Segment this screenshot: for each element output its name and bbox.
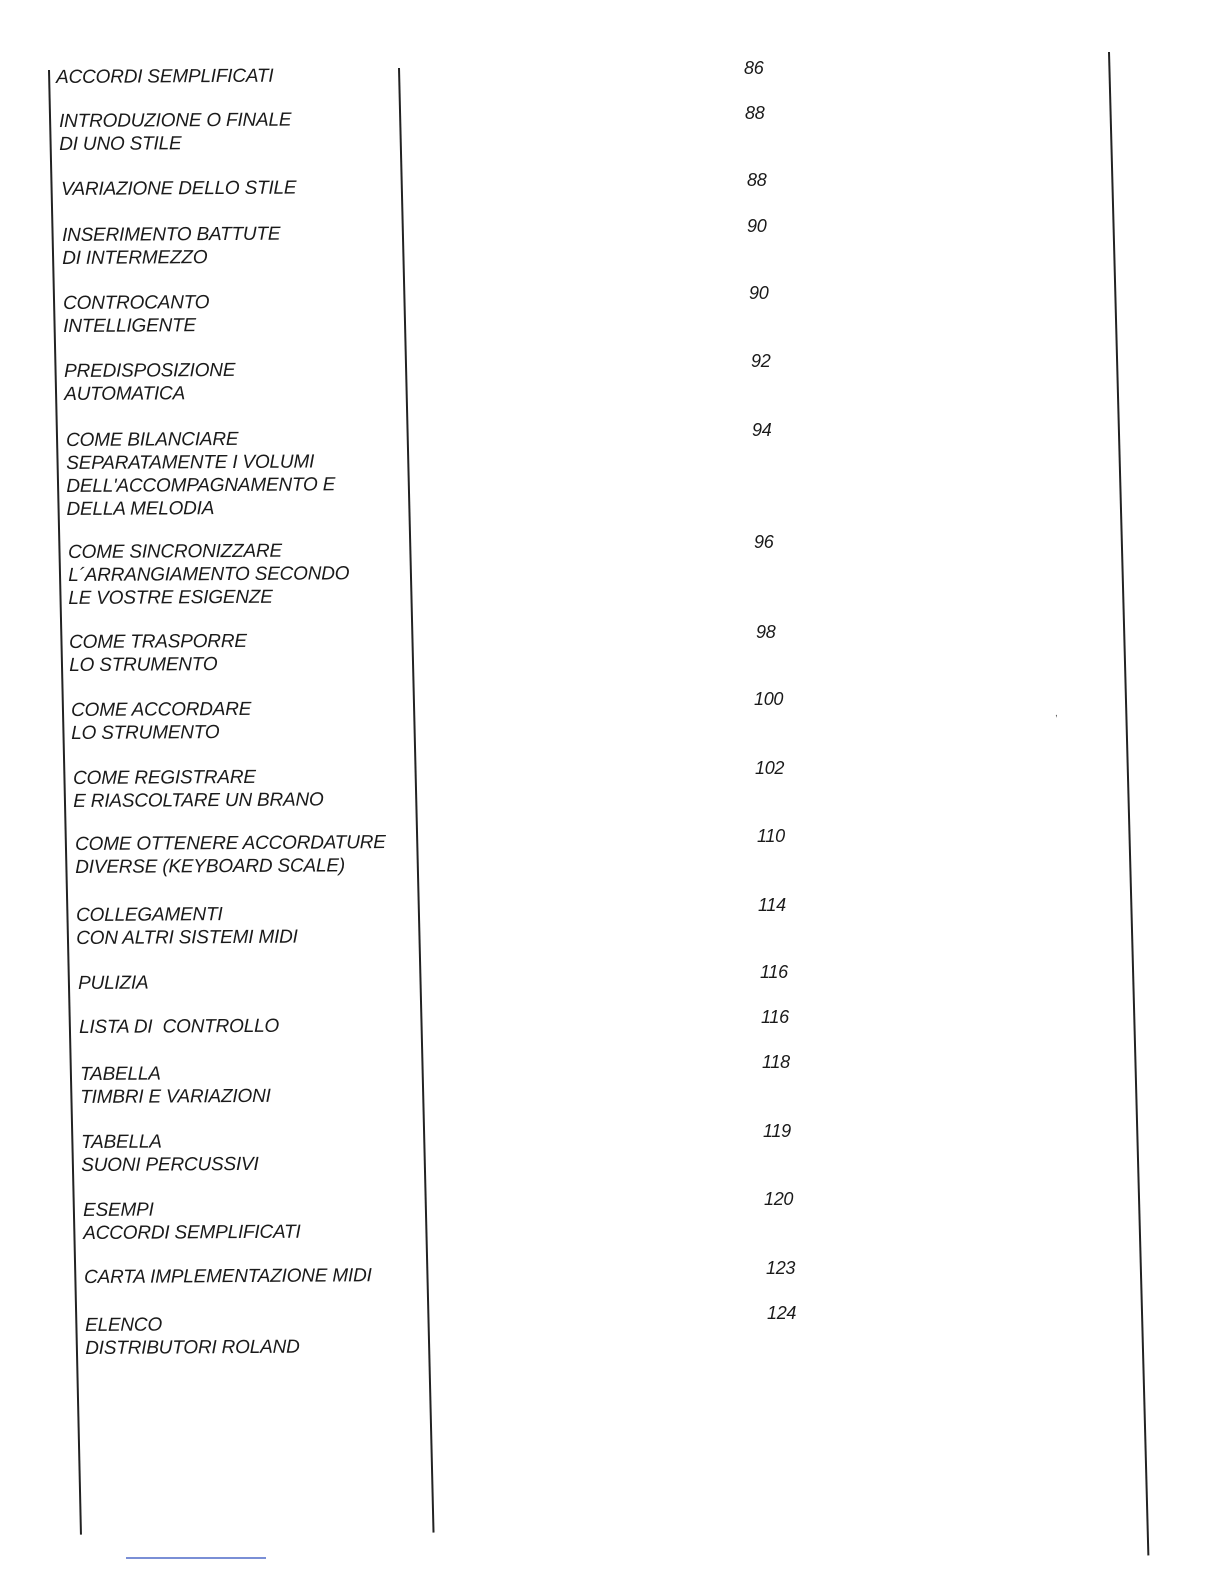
- toc-entry-title: [75, 831, 386, 879]
- toc-entry-title: [71, 698, 251, 745]
- toc-entry-title-line: LISTA DI CONTROLLO: [79, 1015, 280, 1038]
- toc-entry-title: [78, 972, 149, 995]
- toc-entry-page-number: 88: [747, 170, 767, 190]
- middle-column-rule: [398, 68, 434, 1533]
- toc-entry-title: [62, 223, 281, 270]
- toc-entry-title-line: SEPARATAMENTE I VOLUMI: [66, 451, 315, 474]
- toc-entry-page-number: 124: [767, 1303, 797, 1323]
- toc-entry-title-line: L´ARRANGIAMENTO SECONDO: [68, 563, 350, 586]
- toc-entry-title: [83, 1198, 301, 1245]
- toc-entry-title: [73, 765, 324, 813]
- toc-entry-title-line: DI UNO STILE: [59, 133, 182, 155]
- toc-entry-page-number: 92: [751, 351, 771, 371]
- toc-entry-page-number: 118: [762, 1052, 790, 1072]
- toc-entry-title-line: INSERIMENTO BATTUTE: [62, 223, 281, 246]
- right-column-rule: [1108, 52, 1149, 1556]
- toc-entry-title-line: COME TRASPORRE: [69, 630, 247, 653]
- toc-entry-title-line: INTELLIGENTE: [63, 315, 197, 337]
- toc-entry-page-number: 100: [754, 689, 784, 709]
- toc-entry-title-line: AUTOMATICA: [64, 383, 186, 405]
- toc-entry-title-line: COME ACCORDARE: [71, 698, 252, 721]
- toc-entry-title-line: DELLA MELODIA: [66, 498, 215, 520]
- toc-entry-title: [59, 109, 292, 156]
- toc-entry-title: [85, 1313, 300, 1360]
- toc-entry-page-number: 119: [763, 1121, 791, 1141]
- toc-entry-title-line: ELENCO: [85, 1314, 163, 1336]
- toc-entry-title-line: PULIZIA: [78, 972, 149, 994]
- toc-entry-title-line: ACCORDI SEMPLIFICATI: [83, 1221, 301, 1244]
- toc-entry-title-line: PREDISPOSIZIONE: [64, 359, 236, 382]
- toc-entry-page-number: 110: [757, 826, 785, 846]
- toc-entry-title-line: COME SINCRONIZZARE: [68, 540, 282, 563]
- toc-entry-title: [68, 539, 350, 610]
- toc-entry-title-line: DISTRIBUTORI ROLAND: [85, 1336, 300, 1359]
- toc-entry-title-line: VARIAZIONE DELLO STILE: [61, 177, 297, 200]
- toc-entry-page-number: 114: [758, 895, 786, 915]
- toc-entry-title: [81, 1130, 259, 1177]
- toc-entry-page-number: 90: [749, 283, 769, 303]
- toc-entry-title-line: ESEMPI: [83, 1199, 154, 1221]
- toc-entry-title-line: TIMBRI E VARIAZIONI: [80, 1085, 271, 1108]
- toc-entry-title-line: CARTA IMPLEMENTAZIONE MIDI: [84, 1265, 372, 1288]
- toc-entry-page-number: 116: [760, 962, 788, 982]
- toc-entry-title-line: SUONI PERCUSSIVI: [81, 1153, 259, 1176]
- toc-entry-title: [80, 1062, 271, 1109]
- toc-entry-title: [63, 291, 210, 338]
- toc-entry-title: [61, 177, 296, 201]
- toc-entry-title: [84, 1264, 372, 1289]
- toc-entry-title-line: DELL'ACCOMPAGNAMENTO E: [66, 474, 336, 497]
- toc-entry-page-number: 116: [761, 1007, 789, 1027]
- toc-entry-page-number: 120: [764, 1189, 794, 1209]
- toc-entry-title-line: LO STRUMENTO: [71, 722, 220, 744]
- toc-entry-title-line: COME OTTENERE ACCORDATURE: [75, 832, 386, 855]
- toc-entry-title-line: DI INTERMEZZO: [62, 247, 208, 269]
- toc-entry-title-line: COME REGISTRARE: [73, 766, 256, 789]
- toc-entry-title-line: CONTROCANTO: [63, 292, 210, 314]
- toc-entry-page-number: 96: [754, 532, 774, 552]
- toc-entry-title-line: COLLEGAMENTI: [76, 904, 223, 926]
- footer-rule: [126, 1557, 266, 1559]
- scan-mark: ,: [1055, 708, 1058, 719]
- toc-entry-title-line: TABELLA: [81, 1131, 162, 1153]
- toc-entry-page-number: 86: [744, 58, 764, 78]
- toc-entry-page-number: 94: [752, 420, 772, 440]
- toc-entry-title-line: ACCORDI SEMPLIFICATI: [56, 65, 274, 88]
- toc-entry-title-line: E RIASCOLTARE UN BRANO: [73, 789, 324, 812]
- toc-entry-title-line: LO STRUMENTO: [69, 654, 218, 676]
- toc-entry-title-line: INTRODUZIONE O FINALE: [59, 109, 292, 132]
- toc-entry-title-line: CON ALTRI SISTEMI MIDI: [76, 926, 298, 949]
- toc-entry-title-line: LE VOSTRE ESIGENZE: [68, 586, 273, 609]
- toc-entry-title-line: COME BILANCIARE: [66, 428, 239, 451]
- toc-entry-title: [64, 359, 235, 406]
- toc-entry-title: [66, 427, 335, 521]
- toc-entry-title-line: DIVERSE (KEYBOARD SCALE): [75, 855, 345, 878]
- toc-entry-page-number: 123: [766, 1258, 796, 1278]
- toc-entry-title: [69, 630, 247, 677]
- toc-entry-page-number: 98: [756, 622, 776, 642]
- toc-entry-title: [76, 903, 298, 950]
- toc-entry-page-number: 102: [755, 758, 785, 778]
- toc-entry-title: [79, 1015, 279, 1039]
- toc-entry-title: [56, 65, 273, 89]
- toc-entry-title-line: TABELLA: [80, 1063, 161, 1085]
- toc-entry-page-number: 90: [747, 216, 767, 236]
- toc-entry-page-number: 88: [745, 103, 765, 123]
